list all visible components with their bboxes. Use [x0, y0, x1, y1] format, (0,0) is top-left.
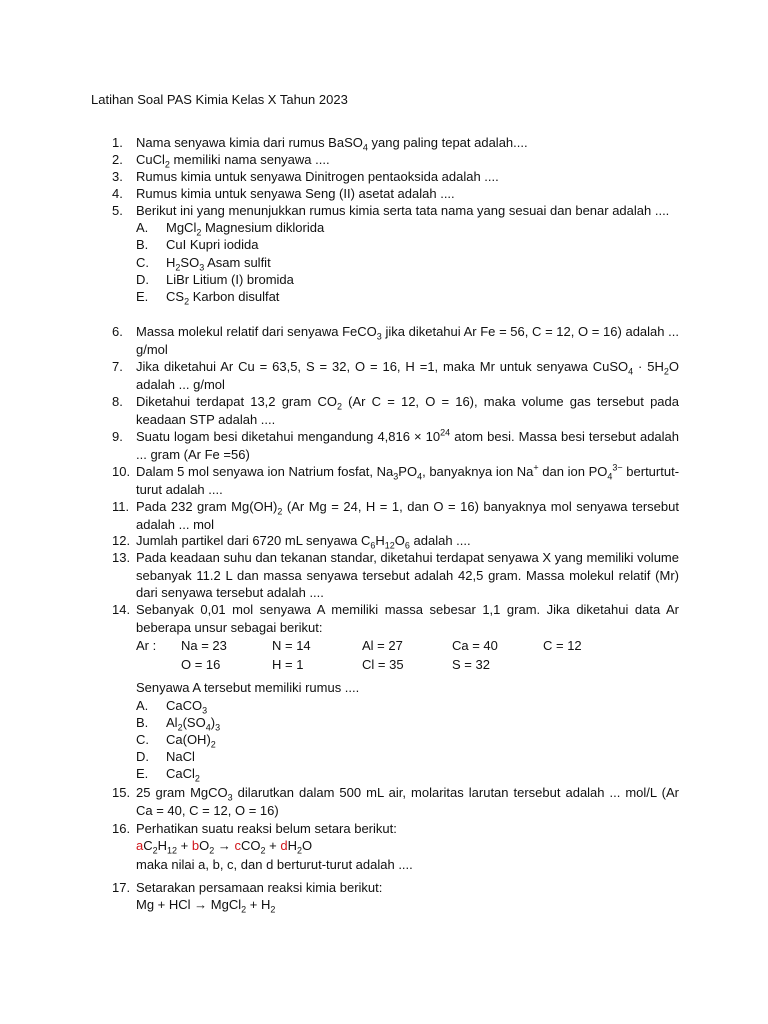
ar-cell: H = 1 — [272, 657, 304, 672]
question-text: Pada keadaan suhu dan tekanan standar, diketahui terdapat senyawa X yang memiliki volume sebanyak 11.2 L dan massa senyawa tersebut adalah 42,5 gram. Massa molekul relatif (Mr) dari senyawa tersebut adalah .... — [136, 550, 679, 600]
question-number: 7. — [112, 359, 123, 374]
question-number: 4. — [112, 186, 123, 201]
question-number: 10. — [112, 464, 131, 479]
option-label: B. — [136, 715, 149, 730]
question-number: 5. — [112, 203, 123, 218]
q17-equation: Mg + HCl → MgCl$_2$ + $H_2$ — [136, 897, 276, 915]
question-number: 1. — [112, 135, 123, 150]
page-title: Latihan Soal PAS Kimia Kelas X Tahun 2023 — [91, 92, 348, 107]
option-label: C. — [136, 255, 149, 270]
option-label: A. — [136, 220, 149, 235]
question-text: Perhatikan suatu reaksi belum setara berikut: — [136, 821, 397, 836]
question-text: Jumlah partikel dari 6720 mL senyawa $C_6H_{12}O_6$ adalah .... — [136, 533, 471, 551]
option-text: CaCl$_2$ — [166, 766, 200, 784]
ar-cell: Al = 27 — [362, 638, 403, 653]
option-label: E. — [136, 766, 149, 781]
question-text: Nama senyawa kimia dari rumus BaSO$_4$ yang paling tepat adalah.... — [136, 135, 528, 153]
option-text: NaCl — [166, 749, 195, 764]
question-number: 8. — [112, 394, 123, 409]
option-text: LiBr Litium (I) bromida — [166, 272, 294, 287]
option-text: CuI Kupri iodida — [166, 237, 259, 252]
option-label: A. — [136, 698, 149, 713]
ar-cell: Ca = 40 — [452, 638, 498, 653]
ar-cell: O = 16 — [181, 657, 221, 672]
option-label: B. — [136, 237, 149, 252]
question-text: Setarakan persamaan reaksi kimia berikut: — [136, 880, 383, 895]
question-text: Massa molekul relatif dari senyawa FeCO$_3$ jika diketahui Ar Fe = 56, C = 12, O = 16) adalah ... g/mol — [136, 324, 679, 357]
question-number: 11. — [112, 499, 130, 514]
option-label: C. — [136, 732, 149, 747]
q14-prompt: Senyawa A tersebut memiliki rumus .... — [136, 680, 360, 695]
question-number: 13. — [112, 550, 131, 565]
question-number: 12. — [112, 533, 131, 548]
option-text: MgCl$_2$ Magnesium diklorida — [166, 220, 325, 238]
question-text: Berikut ini yang menunjukkan rumus kimia serta tata nama yang sesuai dan benar adalah .... — [136, 203, 670, 218]
question-number: 16. — [112, 821, 131, 836]
ar-cell: S = 32 — [452, 657, 490, 672]
question-number: 9. — [112, 429, 123, 444]
question-text: Jika diketahui Ar Cu = 63,5, S = 32, O = 16, H =1, maka Mr untuk senyawa CuSO$_4$ · $5H_2O$ adalah ... g/mol — [136, 359, 680, 392]
question-text: Suatu logam besi diketahui mengandung $4,816 \times 10^{24}$ atom besi. Massa besi tersebut adalah ... gram (Ar Fe =56) — [136, 427, 679, 462]
q16-equation: $aC_2H_{12} + bO_2 \to cCO_2 + dH_2O$ — [136, 838, 313, 856]
question-text: 25 gram MgCO$_3$ dilarutkan dalam 500 mL air, molaritas larutan tersebut adalah ... mol/L (Ar Ca = 40, C = 12, O = 16) — [136, 785, 679, 818]
ar-label: Ar : — [136, 638, 157, 653]
option-label: D. — [136, 272, 149, 287]
question-text: Pada 232 gram $Mg(OH)_2$ (Ar Mg = 24, H = 1, dan O = 16) banyaknya mol senyawa tersebut adalah ... mol — [136, 499, 679, 532]
question-number: 3. — [112, 169, 123, 184]
option-text: CaCO$_3$ — [166, 698, 208, 716]
question-number: 6. — [112, 324, 123, 339]
ar-cell: C = 12 — [543, 638, 582, 653]
ar-cell: Cl = 35 — [362, 657, 404, 672]
question-text: Rumus kimia untuk senyawa Seng (II) asetat adalah .... — [136, 186, 455, 201]
question-number: 2. — [112, 152, 123, 167]
question-text: CuCl$_2$ memiliki nama senyawa .... — [136, 152, 330, 170]
question-text: Dalam 5 mol senyawa ion Natrium fosfat, $Na_3PO_4$, banyaknya ion Na+ dan ion $PO_4^{3-}$ berturtut-turut adalah .... — [136, 462, 680, 497]
option-text: $H_2SO_3$ Asam sulfit — [166, 255, 271, 273]
ar-cell: N = 14 — [272, 638, 311, 653]
question-number: 17. — [112, 880, 131, 895]
option-text: $CS_2$ Karbon disulfat — [166, 289, 280, 307]
ar-cell: Na = 23 — [181, 638, 227, 653]
option-text: $Ca(OH)_2$ — [166, 732, 216, 750]
question-text: Sebanyak 0,01 mol senyawa A memiliki massa sebesar 1,1 gram. Jika diketahui data Ar beberapa unsur sebagai berikut: — [136, 602, 679, 635]
question-number: 14. — [112, 602, 131, 617]
option-label: D. — [136, 749, 149, 764]
question-text: Diketahui terdapat 13,2 gram $CO_2$ (Ar C = 12, O = 16), maka volume gas tersebut pada keadaan STP adalah .... — [136, 394, 679, 427]
q16-prompt: maka nilai a, b, c, dan d berturut-turut adalah .... — [136, 857, 413, 872]
option-text: $Al_2(SO_4)_3$ — [166, 715, 221, 733]
question-text: Rumus kimia untuk senyawa Dinitrogen pentaoksida adalah .... — [136, 169, 499, 184]
option-label: E. — [136, 289, 149, 304]
question-number: 15. — [112, 785, 131, 800]
